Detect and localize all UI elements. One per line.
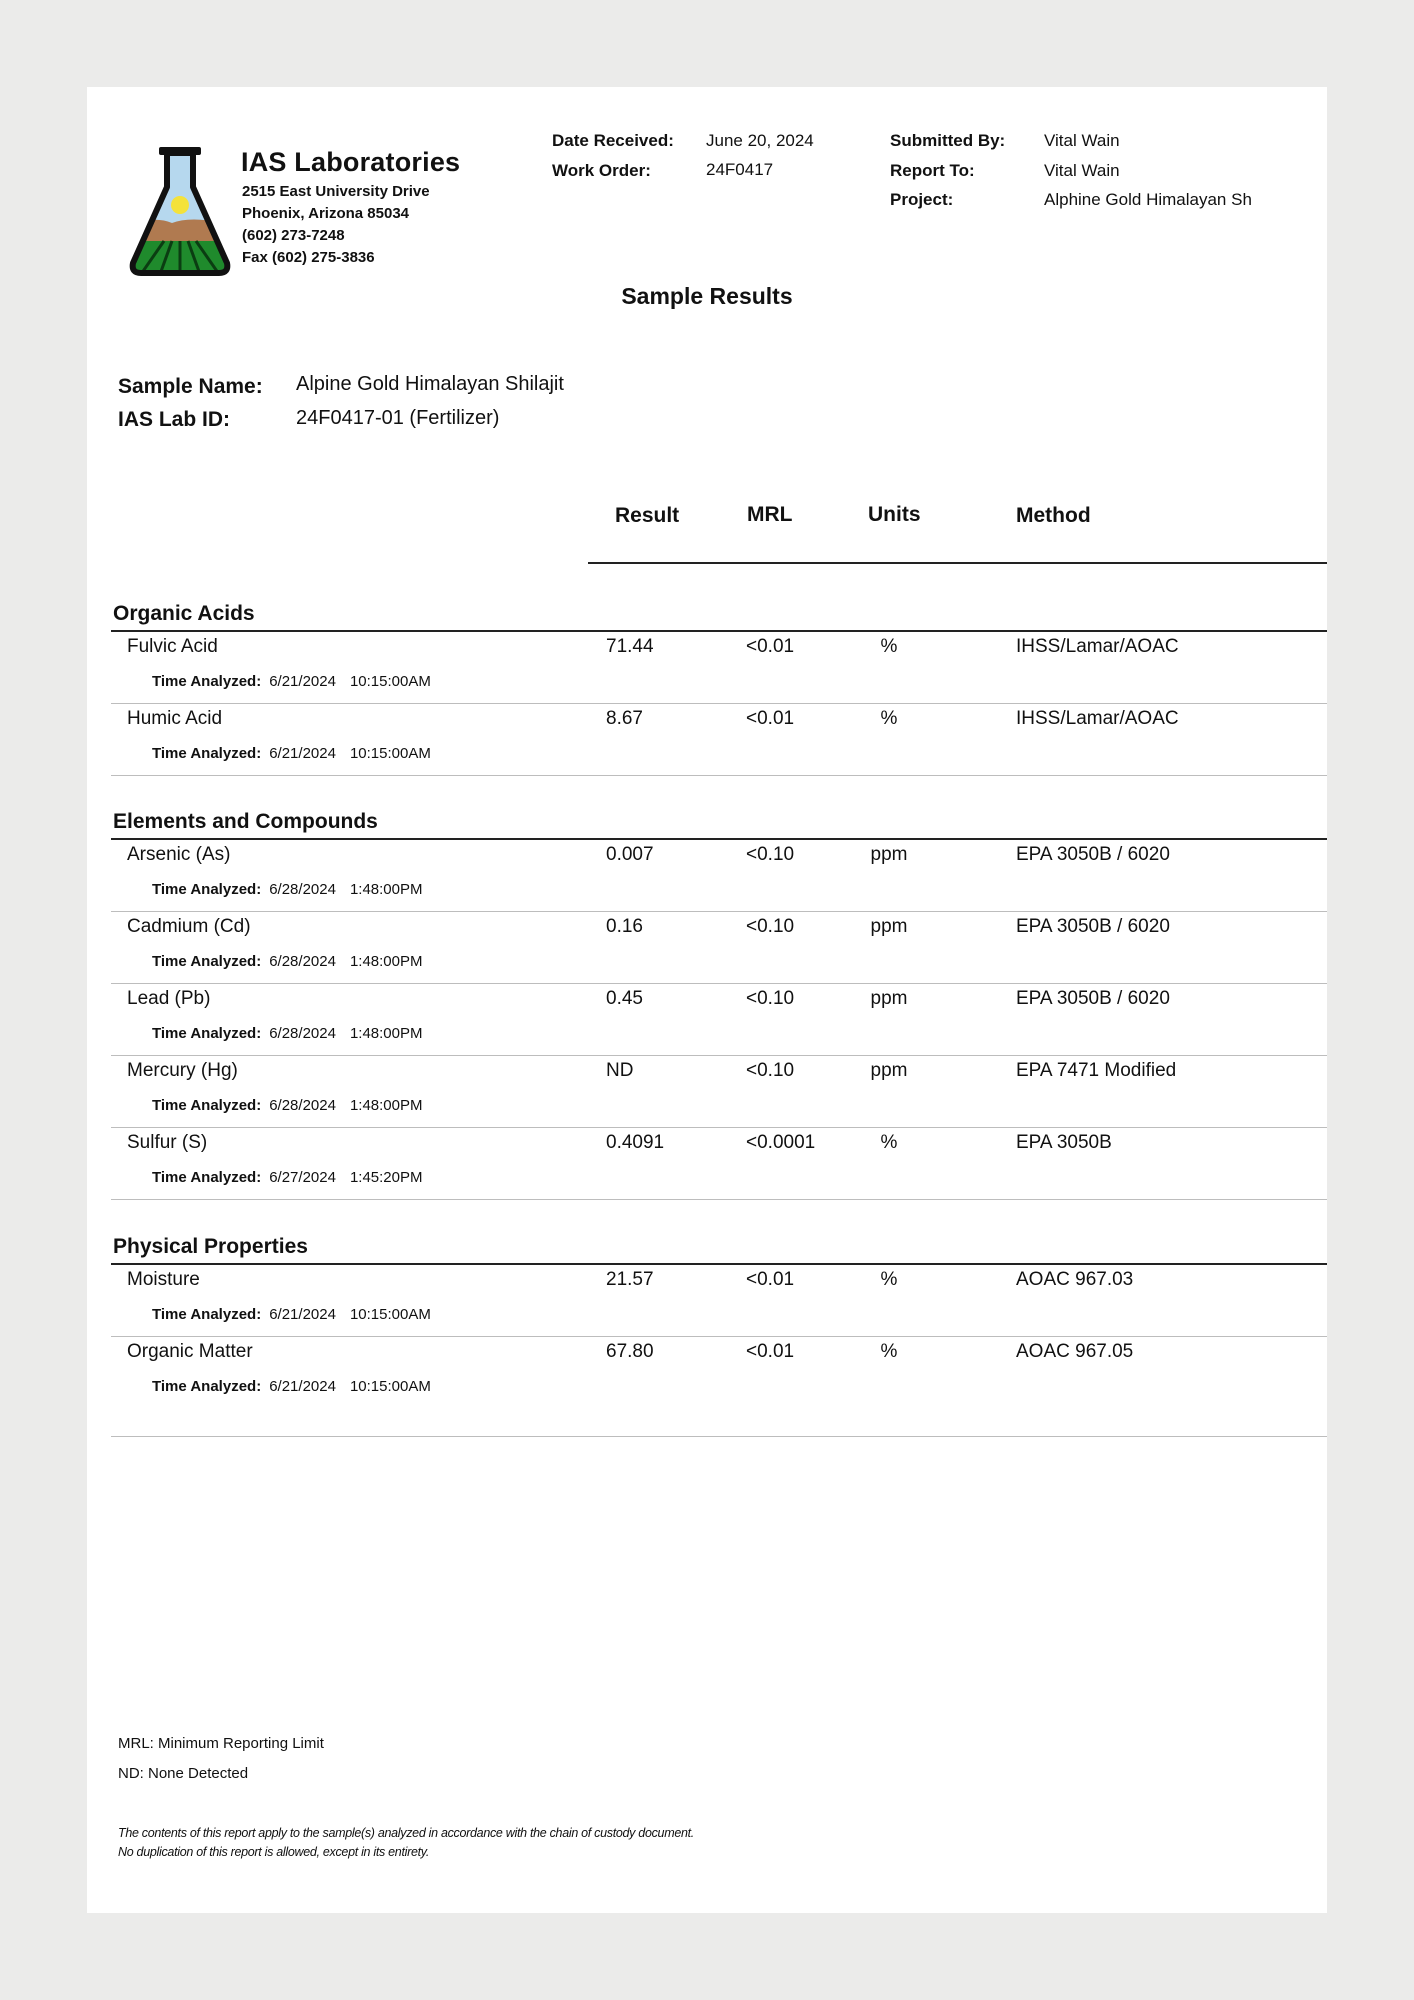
- date-received-value: June 20, 2024: [706, 131, 814, 150]
- units-value: ppm: [870, 988, 908, 1009]
- method-value: EPA 3050B: [1016, 1132, 1112, 1153]
- time-analyzed: [152, 1306, 431, 1323]
- section-title: Elements and Compounds: [113, 810, 378, 833]
- lab-name: IAS Laboratories: [241, 147, 461, 177]
- analyzed-date: 6/21/2024: [269, 1306, 336, 1323]
- page-title: Sample Results: [621, 283, 793, 309]
- time-analyzed-label: Time Analyzed:: [152, 1169, 262, 1186]
- column-header-result: Result: [615, 504, 680, 527]
- analyzed-date: 6/28/2024: [269, 953, 336, 970]
- table-row: [111, 1337, 1327, 1409]
- column-header-units: Units: [868, 503, 921, 526]
- time-analyzed-label: Time Analyzed:: [152, 1306, 262, 1323]
- analyte-name: Lead (Pb): [127, 988, 211, 1009]
- mrl-value: <0.01: [746, 636, 795, 657]
- row-divider: [111, 775, 1327, 776]
- submitted-by-value: Vital Wain: [1044, 131, 1120, 150]
- lab-id-value: 24F0417-01 (Fertilizer): [296, 407, 500, 429]
- table-row: [111, 632, 1327, 704]
- section-header: [111, 810, 1327, 840]
- footnote-nd: ND: None Detected: [118, 1765, 249, 1782]
- analyzed-time: 1:48:00PM: [349, 881, 423, 898]
- report-to-value: Vital Wain: [1044, 161, 1120, 180]
- analyzed-date: 6/28/2024: [269, 881, 336, 898]
- analyzed-time: 10:15:00AM: [349, 745, 431, 762]
- column-header-method: Method: [1016, 504, 1091, 527]
- table-row: [111, 1265, 1327, 1337]
- sample-name-label: Sample Name:: [118, 375, 263, 398]
- time-analyzed: [152, 1378, 431, 1395]
- result-value: 0.4091: [606, 1132, 665, 1153]
- result-value: 0.007: [606, 844, 654, 865]
- submitted-by-label: Submitted By:: [890, 131, 1006, 150]
- analyzed-time: 10:15:00AM: [349, 673, 431, 690]
- units-value: %: [880, 1269, 898, 1290]
- result-value: ND: [606, 1060, 634, 1081]
- section-title: Physical Properties: [113, 1235, 308, 1258]
- method-value: EPA 3050B / 6020: [1016, 988, 1170, 1009]
- footnote-mrl: MRL: Minimum Reporting Limit: [118, 1735, 324, 1752]
- analyte-name: Humic Acid: [127, 708, 223, 729]
- analyzed-time: 1:45:20PM: [349, 1169, 423, 1186]
- section-title: Organic Acids: [113, 602, 255, 625]
- time-analyzed-label: Time Analyzed:: [152, 953, 262, 970]
- time-analyzed-label: Time Analyzed:: [152, 1025, 262, 1042]
- result-value: 71.44: [606, 636, 654, 657]
- result-value: 67.80: [606, 1341, 654, 1362]
- sample-name-value: Alpine Gold Himalayan Shilajit: [296, 373, 564, 395]
- report-page: [87, 87, 1327, 1913]
- analyte-name: Sulfur (S): [127, 1132, 208, 1153]
- time-analyzed: [152, 953, 422, 970]
- analyte-name: Organic Matter: [127, 1341, 253, 1362]
- mrl-value: <0.10: [746, 988, 795, 1009]
- method-value: AOAC 967.03: [1016, 1269, 1134, 1290]
- mrl-value: <0.0001: [746, 1132, 816, 1153]
- table-end-divider: [111, 1436, 1327, 1437]
- section-header: [111, 1235, 1327, 1265]
- disclaimer-line1: The contents of this report apply to the sample(s) analyzed in accordance with the chain of custody document.: [118, 1826, 694, 1840]
- mrl-value: <0.01: [746, 1269, 795, 1290]
- section-header: [111, 602, 1327, 632]
- method-value: EPA 3050B / 6020: [1016, 844, 1170, 865]
- units-value: %: [880, 708, 898, 729]
- analyzed-date: 6/21/2024: [269, 1378, 336, 1395]
- time-analyzed: [152, 881, 422, 898]
- analyzed-time: 10:15:00AM: [349, 1306, 431, 1323]
- date-received-label: Date Received:: [552, 131, 674, 150]
- units-value: %: [880, 1132, 898, 1153]
- disclaimer-line2: No duplication of this report is allowed, except in its entirety.: [118, 1845, 429, 1859]
- lab-address-line2: Phoenix, Arizona 85034: [242, 205, 410, 222]
- time-analyzed: [152, 1097, 422, 1114]
- flask-logo-icon: [127, 145, 233, 277]
- analyte-name: Mercury (Hg): [127, 1060, 238, 1081]
- report-to-label: Report To:: [890, 161, 975, 180]
- units-value: %: [880, 1341, 898, 1362]
- analyzed-time: 1:48:00PM: [349, 1025, 423, 1042]
- method-value: EPA 7471 Modified: [1016, 1060, 1177, 1081]
- lab-id-label: IAS Lab ID:: [118, 408, 231, 431]
- time-analyzed-label: Time Analyzed:: [152, 881, 262, 898]
- method-value: EPA 3050B / 6020: [1016, 916, 1170, 937]
- result-value: 0.45: [606, 988, 643, 1009]
- project-value: Alphine Gold Himalayan Sh: [1044, 190, 1252, 209]
- time-analyzed-label: Time Analyzed:: [152, 673, 262, 690]
- units-value: ppm: [870, 1060, 908, 1081]
- result-value: 21.57: [606, 1269, 654, 1290]
- mrl-value: <0.01: [746, 1341, 795, 1362]
- table-row: [111, 1056, 1327, 1128]
- analyzed-date: 6/27/2024: [269, 1169, 336, 1186]
- method-value: IHSS/Lamar/AOAC: [1016, 636, 1179, 657]
- units-value: %: [880, 636, 898, 657]
- analyzed-date: 6/28/2024: [269, 1025, 336, 1042]
- units-value: ppm: [870, 844, 908, 865]
- analyte-name: Arsenic (As): [127, 844, 231, 865]
- table-row: [111, 1128, 1327, 1200]
- time-analyzed: [152, 745, 431, 762]
- analyte-name: Fulvic Acid: [127, 636, 218, 657]
- result-value: 8.67: [606, 708, 643, 729]
- time-analyzed: [152, 1025, 422, 1042]
- result-value: 0.16: [606, 916, 643, 937]
- time-analyzed-label: Time Analyzed:: [152, 1097, 262, 1114]
- mrl-value: <0.10: [746, 1060, 795, 1081]
- analyzed-date: 6/21/2024: [269, 673, 336, 690]
- analyzed-time: 1:48:00PM: [349, 1097, 423, 1114]
- analyzed-date: 6/21/2024: [269, 745, 336, 762]
- table-row: [111, 840, 1327, 912]
- analyzed-time: 1:48:00PM: [349, 953, 423, 970]
- time-analyzed: [152, 1169, 422, 1186]
- analyte-name: Moisture: [127, 1269, 200, 1290]
- analyzed-date: 6/28/2024: [269, 1097, 336, 1114]
- analyte-name: Cadmium (Cd): [127, 916, 251, 937]
- row-divider: [111, 1199, 1327, 1200]
- project-label: Project:: [890, 190, 954, 209]
- mrl-value: <0.10: [746, 916, 795, 937]
- time-analyzed-label: Time Analyzed:: [152, 745, 262, 762]
- time-analyzed-label: Time Analyzed:: [152, 1378, 262, 1395]
- units-value: ppm: [870, 916, 908, 937]
- method-value: IHSS/Lamar/AOAC: [1016, 708, 1179, 729]
- mrl-value: <0.01: [746, 708, 795, 729]
- mrl-value: <0.10: [746, 844, 795, 865]
- method-value: AOAC 967.05: [1016, 1341, 1134, 1362]
- analyzed-time: 10:15:00AM: [349, 1378, 431, 1395]
- lab-fax: Fax (602) 275-3836: [242, 249, 375, 266]
- work-order-label: Work Order:: [552, 161, 651, 180]
- header-divider: [588, 562, 1327, 564]
- table-row: [111, 912, 1327, 984]
- column-header-mrl: MRL: [747, 503, 793, 526]
- table-row: [111, 984, 1327, 1056]
- lab-phone: (602) 273-7248: [242, 227, 345, 244]
- table-row: [111, 704, 1327, 776]
- work-order-value: 24F0417: [706, 160, 774, 179]
- lab-address-line1: 2515 East University Drive: [242, 183, 430, 200]
- time-analyzed: [152, 673, 431, 690]
